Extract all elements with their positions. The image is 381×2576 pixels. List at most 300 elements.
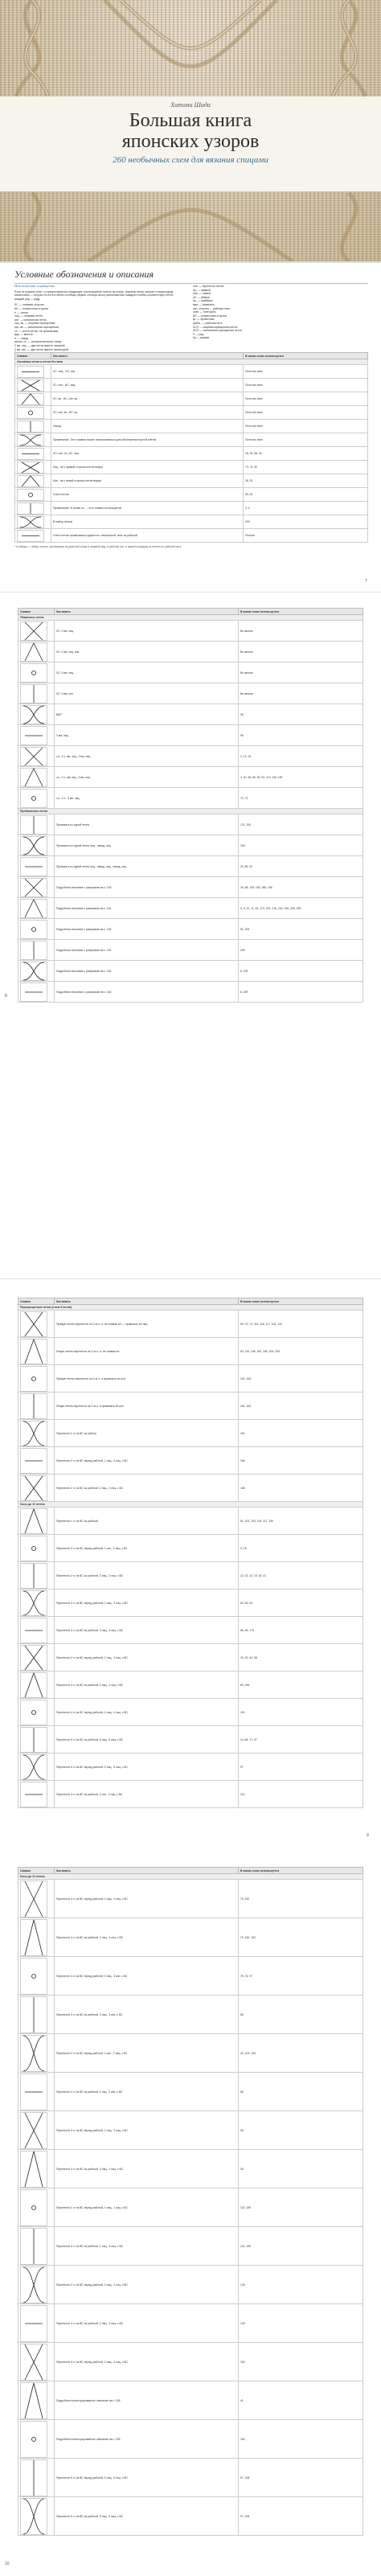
- table-group-label: Основные петли и петли без вяза: [15, 359, 368, 365]
- abbreviation-item: Р — ряд: [193, 332, 204, 336]
- used-in-charts-cell: 200: [244, 515, 368, 529]
- abbreviation-item: пр. — правый: [193, 288, 211, 292]
- knit-symbol-icon: [17, 393, 44, 405]
- abbreviation-item: ИС — изнаночная сторона: [193, 314, 227, 318]
- how-to-knit-cell: Перенести 3 п. на ВС перед работой, 3 лиц., 3 изн. с ВС: [55, 1957, 239, 1996]
- table-row: [15, 474, 368, 488]
- symbol-cell: [18, 1338, 55, 1365]
- symbol-cell: [18, 1996, 55, 2034]
- table-row: [18, 1781, 363, 1808]
- knit-symbol-icon: [20, 1958, 47, 1995]
- used-in-charts-cell: Во многих: [239, 683, 363, 704]
- symbol-cell: [15, 474, 51, 488]
- symbol-cell: [18, 788, 55, 809]
- table-row: [18, 1535, 363, 1562]
- symbol-cell: [15, 461, 51, 474]
- how-to-knit-cell: Подробное описание с рисунками на с. 153: [55, 877, 239, 898]
- how-to-knit-cell: Провязать из одной петли: [55, 814, 239, 835]
- how-to-knit-cell: ЛС: вк., ИС: изн. вк.: [51, 392, 244, 406]
- used-in-charts-cell: Во многих: [239, 662, 363, 683]
- how-to-knit-cell: Изн., не с левой стороны петли вокруг: [51, 474, 244, 488]
- knit-symbol-icon: [20, 621, 47, 641]
- table-row: [18, 940, 363, 961]
- used-in-charts-cell: Почти во всех: [244, 392, 368, 406]
- abbreviation-item: кр. — кромочная: [193, 318, 215, 322]
- used-in-charts-cell: 86: [239, 2073, 363, 2111]
- knit-symbol-icon: [20, 2305, 47, 2342]
- how-to-knit-cell: Перенести 4 п. на ВС за работой, 2 лиц., 4 лиц. с ВС: [55, 1918, 239, 1957]
- table-row: [15, 461, 368, 474]
- knit-symbol-icon: [20, 1563, 47, 1589]
- table-header-cell: В каком схеме используется: [239, 1868, 363, 1874]
- abbreviation-item: изн. — изнаночная петля: [14, 318, 47, 322]
- used-in-charts-cell: 163: [239, 835, 363, 856]
- knit-symbol-icon: [20, 747, 47, 766]
- symbol-cell: [18, 1644, 55, 1672]
- used-in-charts-cell: 14, 65, 71, 97: [239, 1726, 363, 1754]
- used-in-charts-cell: Во многих: [239, 642, 363, 662]
- how-to-knit-cell: Перенести 1 п. на ВС за работу: [55, 1420, 239, 1447]
- abbreviation-item: п. — петля: [14, 310, 28, 314]
- table-row: [18, 662, 363, 683]
- how-to-knit-cell: Перенести 3 п. на ВС за работой, 2 изн., 3 лиц. с ВС: [55, 1781, 239, 1808]
- symbol-cell: [18, 2150, 55, 2188]
- table-row: [18, 1365, 363, 1393]
- knit-symbol-icon: [20, 1475, 47, 1501]
- knit-symbol-icon: [20, 2112, 47, 2149]
- abbreviation-item: лев. — левый: [193, 292, 211, 296]
- symbol-cell: [18, 961, 55, 982]
- how-to-knit-cell: Перенести 1 п. на ВС за работой: [55, 1507, 239, 1535]
- symbol-cell: [18, 704, 55, 725]
- table-group-label: Убавочные петли: [18, 615, 363, 621]
- table-row: [18, 1562, 363, 1589]
- table-row: [15, 447, 368, 461]
- abbreviation-item: 2 вм. лиц. — две петли вместе лицевой: [14, 343, 65, 347]
- symbol-cell: [18, 642, 55, 662]
- how-to-knit-cell: Подробное описание с рисунками на с. 152: [55, 919, 239, 940]
- symbol-cell: [18, 1957, 55, 1996]
- how-to-knit-cell: Перенести 3 п. на ВС перед работой, 2 лиц., 3 лиц. с ВС: [55, 2111, 239, 2150]
- symbol-cell: [18, 1365, 55, 1393]
- knit-symbol-icon: [20, 878, 47, 897]
- symbol-cell: [18, 1918, 55, 1957]
- symbol-cell: [18, 814, 55, 835]
- knit-symbol-icon: [17, 475, 44, 487]
- knit-symbol-icon: [20, 982, 47, 1002]
- table-row: [18, 621, 363, 642]
- book-title-line-1: Большая книга: [129, 110, 252, 131]
- knit-symbol-icon: [20, 1366, 47, 1392]
- how-to-knit-cell: Перенести 4 п. на ВС перед работой, 2 лиц., 4 лиц. с ВС: [55, 1880, 239, 1918]
- used-in-charts-cell: 121, 200: [239, 814, 363, 835]
- used-in-charts-cell: 166: [239, 1447, 363, 1475]
- legend-heading: Условные обозначения и описания: [14, 269, 368, 284]
- knit-symbol-icon: [20, 2228, 47, 2265]
- how-to-knit-cell: Лиц., не с правой стороны петли вокруг: [51, 461, 244, 474]
- abbreviation-item: н. — накид: [14, 336, 29, 340]
- table-row: [18, 725, 363, 746]
- how-to-knit-cell: Примечание. В схеме № ..., этот символ используется: [51, 502, 244, 515]
- symbols-table-cables: [18, 1298, 363, 1808]
- table-row: [18, 1475, 363, 1502]
- symbol-cell: [18, 767, 55, 788]
- abbreviation-item: изн. сторона — рабочая нить: [193, 306, 231, 310]
- book-cover: [0, 0, 381, 261]
- used-in-charts-cell: 113, 159: [239, 2227, 363, 2266]
- symbol-cell: [18, 2304, 55, 2343]
- how-to-knit-cell: Перенести 3 п. на ВС за работой, 2 лиц., 3 лиц. с ВС: [55, 2304, 239, 2343]
- table-row: [15, 502, 368, 515]
- table-row: [15, 406, 368, 420]
- symbol-cell: [18, 621, 55, 642]
- page-number: 8: [5, 994, 7, 999]
- knit-symbol-icon: [20, 705, 47, 724]
- table-row: [18, 814, 363, 835]
- how-to-knit-cell: Снять петлю: [51, 488, 244, 502]
- table-page-10: [0, 1865, 381, 2573]
- symbol-cell: [18, 1393, 55, 1420]
- table-group-label: Прибавочные петли: [18, 809, 363, 814]
- knit-symbol-icon: [20, 2074, 47, 2110]
- knit-symbol-icon: [20, 1919, 47, 1956]
- used-in-charts-cell: 113, 159: [239, 2188, 363, 2227]
- page-divider: [0, 592, 381, 593]
- symbol-cell: [18, 1507, 55, 1535]
- symbol-cell: [18, 1781, 55, 1808]
- used-in-charts-cell: 154: [239, 2343, 363, 2381]
- used-in-charts-cell: 42, 123, 125: [239, 2034, 363, 2073]
- table-row: [18, 746, 363, 767]
- how-to-knit-cell: В набор петель: [51, 515, 244, 529]
- how-to-knit-cell: Перенести 2 п. на ВС перед работой, 3 лиц., 2 лиц. с ВС: [55, 2266, 239, 2304]
- abbreviation-item: 2 вм. изн. — две петли вместе изнаночной: [14, 347, 69, 351]
- knit-symbol-icon: [17, 366, 44, 378]
- table-row: [18, 1420, 363, 1447]
- table-row: [18, 919, 363, 940]
- symbol-cell: [18, 2034, 55, 2073]
- used-in-charts-cell: 12, 13, 14, 15, 30, 41: [239, 1562, 363, 1589]
- abbreviation-item: п/сп — перенести петлю: [193, 285, 224, 288]
- table-row: [18, 704, 363, 725]
- table-group-row: [18, 1874, 363, 1880]
- table-row: [18, 856, 363, 877]
- knit-symbol-icon: [20, 815, 47, 835]
- symbol-cell: [18, 1672, 55, 1699]
- table-row: [18, 1699, 363, 1726]
- table-row: [18, 1589, 363, 1617]
- symbol-cell: [15, 488, 51, 502]
- table-page-9: [0, 1286, 381, 1849]
- knit-symbol-icon: [20, 2459, 47, 2496]
- knit-symbol-icon: [20, 1448, 47, 1474]
- symbol-cell: [18, 2420, 55, 2459]
- how-to-knit-cell: Снять петлю провязывая и даже изн. изнаночной, нить за работой: [51, 529, 244, 543]
- symbol-cell: [18, 2381, 55, 2420]
- knit-symbol-icon: [20, 1590, 47, 1616]
- used-in-charts-cell: 16, 25, 58, 60: [244, 447, 368, 461]
- knit-symbol-icon: [20, 642, 47, 662]
- table-header-row: [18, 1298, 363, 1305]
- symbol-cell: [18, 2459, 55, 2497]
- used-in-charts-cell: 62, 63, 64: [239, 1589, 363, 1617]
- symbol-cell: [15, 406, 51, 420]
- used-in-charts-cell: 3, 19: [239, 1535, 363, 1562]
- knit-symbol-icon: [17, 502, 44, 515]
- table-row: [18, 2343, 363, 2381]
- used-in-charts-cell: 6, 209: [239, 961, 363, 982]
- knit-symbol-icon: [20, 941, 47, 960]
- table-row: [15, 379, 368, 392]
- how-to-knit-cell: Перенести 2 п. на ВС перед работой, 1 изн., 2 лиц. с ВС: [55, 1535, 239, 1562]
- used-in-charts-cell: Во многих: [239, 621, 363, 642]
- knit-symbol-icon: [20, 684, 47, 703]
- table-row: [15, 488, 368, 502]
- used-in-charts-cell: 93: [239, 2150, 363, 2188]
- symbol-cell: [18, 1420, 55, 1447]
- table-header-cell: В каком схеме используется: [239, 609, 363, 615]
- knit-symbol-icon: [17, 379, 44, 392]
- knit-symbol-icon: [20, 789, 47, 808]
- table-row: [18, 2459, 363, 2497]
- how-to-knit-cell: Подробное иллюстрированное описание на с. 155: [55, 2420, 239, 2459]
- knit-symbol-icon: [20, 1421, 47, 1446]
- abbreviation-item: повт. — повторить: [193, 310, 216, 314]
- how-to-knit-cell: ЛС: лиц., ИС: изн.: [51, 365, 244, 379]
- abbreviation-item: ИСП — изнаночная скрещенная петля: [193, 329, 242, 333]
- table-header-cell: Как вязать: [55, 1868, 239, 1874]
- table-row: [18, 2304, 363, 2343]
- symbol-cell: [15, 502, 51, 515]
- symbol-cell: [18, 2188, 55, 2227]
- section-divider: [0, 261, 381, 263]
- table-row: [18, 1507, 363, 1535]
- table-header-cell: Символ: [18, 609, 55, 615]
- table-row: [18, 2381, 363, 2420]
- used-in-charts-cell: 161, 163: [239, 1393, 363, 1420]
- how-to-knit-cell: ЛС: 3 вм. изн.: [55, 683, 239, 704]
- how-to-knit-cell: Перенести 2 п. на ВС за работой, 2 лиц., 2 изн. с ВС: [55, 2073, 239, 2111]
- page-number: 9: [367, 1833, 369, 1838]
- table-row: [18, 788, 363, 809]
- abbreviation-item: уб. — убавка: [193, 295, 210, 299]
- used-in-charts-cell: 113: [239, 1781, 363, 1808]
- symbol-cell: [18, 1726, 55, 1754]
- used-in-charts-cell: 20, 89, 92: [239, 856, 363, 877]
- legend-page: [0, 264, 381, 585]
- how-to-knit-cell: 3 вм. лиц.: [55, 725, 239, 746]
- symbol-cell: [18, 835, 55, 856]
- abbreviation-item: изн. вк. — изнаночная скрещенная: [14, 325, 59, 329]
- table-row: [18, 2188, 363, 2227]
- table-group-row: [18, 1305, 363, 1311]
- table-row: [18, 877, 363, 898]
- how-to-knit-cell: ЛС: 3 вм. лиц.: [55, 662, 239, 683]
- table-row: [18, 835, 363, 856]
- symbol-cell: [18, 2266, 55, 2304]
- knit-symbol-icon: [17, 434, 44, 446]
- used-in-charts-cell: 75, 76, 97: [239, 1957, 363, 1996]
- knit-symbol-icon: [20, 962, 47, 981]
- symbols-table-cables-2: [18, 1867, 363, 2536]
- how-to-knit-cell: Подробное описание с рисунками на с. 152: [55, 982, 239, 1003]
- symbol-cell: [18, 919, 55, 940]
- table-row: [15, 420, 368, 433]
- symbol-cell: [18, 2343, 55, 2381]
- used-in-charts-cell: 53, 119, 156, 160, 165, 204, 228: [239, 1338, 363, 1365]
- how-to-knit-cell: Перенести 4 п. на ВС за работой, 1 лиц., 4 лиц. с ВС: [55, 2227, 239, 2266]
- how-to-knit-cell: ЛС: изн. 2х, ИС: лиц.: [51, 447, 244, 461]
- symbol-cell: [18, 1617, 55, 1644]
- knit-symbol-icon: [20, 857, 47, 876]
- knit-symbol-icon: [20, 2151, 47, 2188]
- table-row: [18, 1918, 363, 1957]
- symbols-table-decreases: [18, 608, 363, 1003]
- table-header-row: [18, 1868, 363, 1874]
- how-to-knit-cell: Левую петлю перенести на 2-ю п. и провязать её изн.: [55, 1393, 239, 1420]
- table-header-row: [15, 353, 368, 359]
- used-in-charts-cell: 164: [239, 2420, 363, 2459]
- knit-symbol-icon: [17, 516, 44, 528]
- table-row: [18, 767, 363, 788]
- book-title-line-2: японских узоров: [121, 131, 260, 152]
- how-to-knit-cell: Перенести 4 п. на ВС за работой, 4 лиц., 4 лиц. с ВС: [55, 1672, 239, 1699]
- book-subtitle: 260 необычных схем для вязания спицами: [113, 155, 268, 165]
- used-in-charts-cell: 191: [239, 1699, 363, 1726]
- page-number: 7: [365, 579, 367, 584]
- table-row: [18, 1726, 363, 1754]
- knit-symbol-icon: [20, 2344, 47, 2381]
- knit-symbol-icon: [20, 1672, 47, 1698]
- knit-symbol-icon: [20, 2382, 47, 2419]
- knit-symbol-icon: [20, 920, 47, 939]
- symbol-cell: [18, 2111, 55, 2150]
- knit-symbol-icon: [17, 420, 44, 433]
- table-header-cell: Как вязать: [55, 1298, 239, 1305]
- used-in-charts-cell: Почти во всех: [244, 433, 368, 447]
- table-row: [15, 515, 368, 529]
- used-in-charts-cell: Почти во всех: [244, 365, 368, 379]
- how-to-knit-cell: Перенести 5 п. на ВС перед работой, 5 лиц., 5 лиц. с ВС: [55, 1754, 239, 1781]
- abbreviations-right-list: [193, 285, 366, 340]
- knit-symbol-icon: [20, 1881, 47, 1918]
- knit-symbol-icon: [20, 1618, 47, 1643]
- symbol-cell: [18, 683, 55, 704]
- book-title: [0, 110, 381, 152]
- symbol-cell: [18, 2497, 55, 2536]
- knit-symbol-icon: [20, 1700, 47, 1725]
- how-to-knit-cell: Подробное описание с рисунками на с. 152: [55, 940, 239, 961]
- symbol-cell: [15, 529, 51, 543]
- how-to-knit-cell: Правую петлю перенести на 2-ю п. и, не снимая ее — провязать её лиц.: [55, 1311, 239, 1338]
- symbol-cell: [15, 392, 51, 406]
- used-in-charts-cell: 128: [239, 2304, 363, 2343]
- how-to-knit-cell: Перенести 2 п. на ВС перед работой, 1 изн., 2 лиц. с ВС: [55, 2034, 239, 2073]
- knit-symbol-icon: [20, 1996, 47, 2033]
- table-row: [18, 1880, 363, 1918]
- how-to-knit-cell: Перенести 3 п. на ВС за работой, 3 лиц., 3 изн. с ВС: [55, 1996, 239, 2034]
- used-in-charts-cell: 93: [239, 2111, 363, 2150]
- abbreviation-item: рабоч. — рабочая нить: [193, 321, 223, 325]
- used-in-charts-cell: 16, 88, 139, 150, 185, 186: [239, 877, 363, 898]
- legend-intro-column: [14, 285, 183, 355]
- table-header-cell: Символ: [18, 1298, 55, 1305]
- knit-symbol-icon: [20, 1536, 47, 1561]
- how-to-knit-cell: ЛС: изн., ИС: лиц.: [51, 379, 244, 392]
- knit-symbol-icon: [20, 1393, 47, 1419]
- symbol-cell: [15, 365, 51, 379]
- table-row: [15, 529, 368, 543]
- table-header-cell: Как вязать: [55, 609, 239, 615]
- used-in-charts-cell: 161, 163: [239, 1365, 363, 1393]
- used-in-charts-cell: 19, 20, 43, 58: [239, 1644, 363, 1672]
- how-to-knit-cell: Провязать из одной петли лиц., накид, лиц., накид, лиц.: [55, 856, 239, 877]
- table-header-cell: Символ: [18, 1868, 55, 1874]
- used-in-charts-cell: 73, 74, 90: [244, 461, 368, 474]
- table-row: [18, 1754, 363, 1781]
- used-in-charts-cell: 3, 4: [244, 502, 368, 515]
- legend-intro-text: Если не указано иное, то предполагается следующее: расположение петель на спице, лицевые петли смотрят к вязальщице, изнаночные — вторая его есть в обеих столбцах первая столбца около расположения. Каждый столбец соответствует петле, каждый ряд — ряду.: [14, 289, 174, 301]
- how-to-knit-cell: Накид: [51, 420, 244, 433]
- how-to-knit-cell: Перенести 4 п. на ВС перед работой, 3 лиц., 4 лиц. с ВС: [55, 2343, 239, 2381]
- table-group-label: Перекрещенные петли (2 или 3 петли): [18, 1305, 363, 1311]
- knit-symbol-icon: [20, 2189, 47, 2226]
- used-in-charts-cell: 4, 20, 36, 80, 90, 93, 110, 130, 187: [239, 767, 363, 788]
- used-in-charts-cell: 82, 196: [239, 1672, 363, 1699]
- table-row: [18, 898, 363, 919]
- how-to-knit-cell: Перенести 3 п. на ВС за работой, 3 лиц., 3 лиц. с ВС: [55, 1617, 239, 1644]
- table-header-row: [18, 609, 363, 615]
- knit-symbol-icon: [20, 2266, 47, 2303]
- table-row: [18, 1447, 363, 1475]
- symbol-cell: [18, 1589, 55, 1617]
- table-row: [18, 2034, 363, 2073]
- symbol-cell: [18, 940, 55, 961]
- abbreviation-item: ИС — изнаночная сторона: [14, 306, 48, 310]
- table-header-cell: Символ: [15, 353, 51, 359]
- how-to-knit-cell: сн., 3 н. вм. лиц., 2 вм. лиц.: [55, 746, 239, 767]
- knit-symbol-icon: [20, 1727, 47, 1753]
- abbreviations-label: Используемые сокращения: [14, 284, 55, 288]
- symbols-table-basic: [14, 352, 368, 543]
- table-row: [18, 2227, 363, 2266]
- used-in-charts-cell: 72, 73: [239, 788, 363, 809]
- how-to-knit-cell: Перенести 5 п. на ВС за работой, 5 лиц., 5 лиц. с ВС: [55, 1726, 239, 1754]
- table-row: [15, 392, 368, 406]
- table-footnote: * К набору — набор петель, при вязании на длинной спице в лицевой ряд, в рабочих изн. в нашей в каждом из петель не рабочей нить.: [14, 545, 182, 548]
- abbreviation-item: пр. — прибавка: [193, 299, 213, 303]
- how-to-knit-cell: сн., 4 п., 5 вм. лиц.: [55, 788, 239, 809]
- used-in-charts-cell: 95: [239, 725, 363, 746]
- book-author: Хитоми Шида: [170, 101, 211, 109]
- used-in-charts-cell: 41: [239, 2381, 363, 2420]
- knit-symbol-icon: [20, 899, 47, 918]
- symbol-cell: [18, 1447, 55, 1475]
- abbreviation-item: выв. — вывязать: [193, 302, 215, 306]
- table-row: [18, 2497, 363, 2536]
- used-in-charts-cell: 5, 9, 10, 11, 81, 172, 202, 216, 224, 236, 238, 239: [239, 898, 363, 919]
- how-to-knit-cell: ЛС: изн. вк., ИС: вк.: [51, 406, 244, 420]
- abbreviation-item: лиц. вк. — лицевая скрещенная: [14, 322, 55, 326]
- how-to-knit-cell: Перенести 4 п. на ВС перед работой, 4 лиц., 4 лиц. с ВС: [55, 1699, 239, 1726]
- table-row: [15, 365, 368, 379]
- knit-symbol-icon: [20, 1339, 47, 1364]
- symbol-cell: [18, 1880, 55, 1918]
- table-row: [18, 1338, 363, 1365]
- used-in-charts-cell: 6, 209: [239, 982, 363, 1003]
- page-number: 10: [5, 2562, 10, 2566]
- used-in-charts-cell: 128: [239, 2266, 363, 2304]
